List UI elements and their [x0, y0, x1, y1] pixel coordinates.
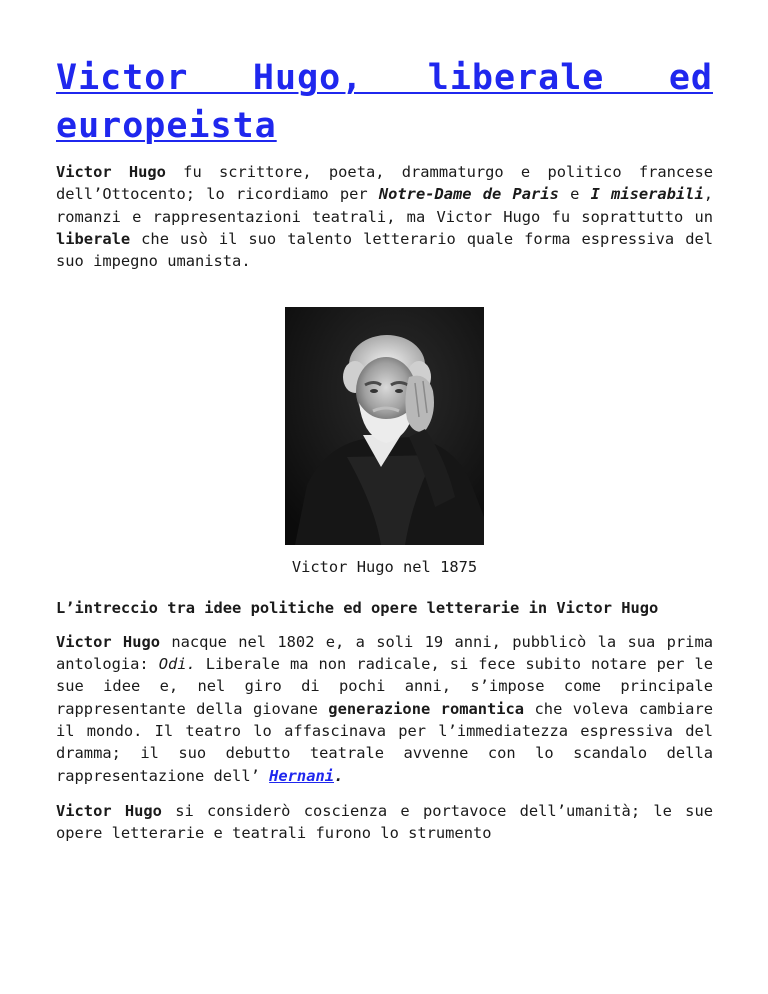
page-title: [56, 54, 713, 150]
para2-text-1: nacque nel 1802 e, a soli 19 anni, pubblicò la sua prima antologia:: [56, 632, 713, 674]
intro-text-1: fu scrittore, poeta, drammaturgo e politico francese dell’Ottocento; lo ricordiamo per: [56, 163, 713, 204]
article: [56, 54, 713, 844]
work-odi: Odi.: [158, 655, 196, 674]
intro-text-4: che usò il suo talento letterario quale forma espressiva del suo impegno umanista.: [56, 229, 713, 271]
hernani-link[interactable]: Hernani: [269, 766, 334, 785]
portrait-caption: Victor Hugo nel 1875: [291, 558, 478, 577]
intro-text-3: , romanzi e rappresentazioni teatrali, ma Victor Hugo fu soprattutto un: [56, 185, 713, 226]
para2-text-2: Liberale ma non radicale, si fece subito notare per le sue idee e, nel giro di pochi anni, s’impose come principale rappresentante della giovane: [56, 655, 713, 718]
section-heading: L’intreccio tra idee politiche ed opere letterarie in Victor Hugo: [56, 599, 659, 618]
victor-hugo-portrait: [285, 307, 484, 545]
work-notre-dame: Notre-Dame de Paris: [378, 185, 559, 204]
intro-text-2: e: [558, 185, 591, 204]
generazione-romantica-emphasis: generazione romantica: [328, 699, 525, 718]
para3-text-1: si considerò coscienza e portavoce dell’umanità; le sue opere letterarie e teatrali furono lo strumento: [56, 801, 713, 843]
biography-paragraph: [56, 631, 713, 787]
liberale-emphasis: liberale: [56, 229, 131, 248]
para2-text-3: che voleva cambiare il mondo. Il teatro lo affascinava per l’immediatezza espressiva del dramma; il suo debutto teatrale avvenne con lo scandalo della rappresentazione dell’: [56, 699, 713, 785]
para3-author-name: Victor Hugo: [56, 801, 162, 820]
title-link[interactable]: Victor Hugo, liberale ed europeista: [56, 58, 713, 146]
para2-author-name: Victor Hugo: [56, 632, 160, 651]
intro-paragraph: [56, 161, 713, 272]
humanity-paragraph: [56, 800, 713, 845]
work-miserabili: I miserabili: [590, 185, 704, 204]
intro-author-name: Victor Hugo: [56, 163, 166, 181]
portrait-figure: [56, 307, 713, 578]
para2-period: .: [334, 766, 344, 785]
